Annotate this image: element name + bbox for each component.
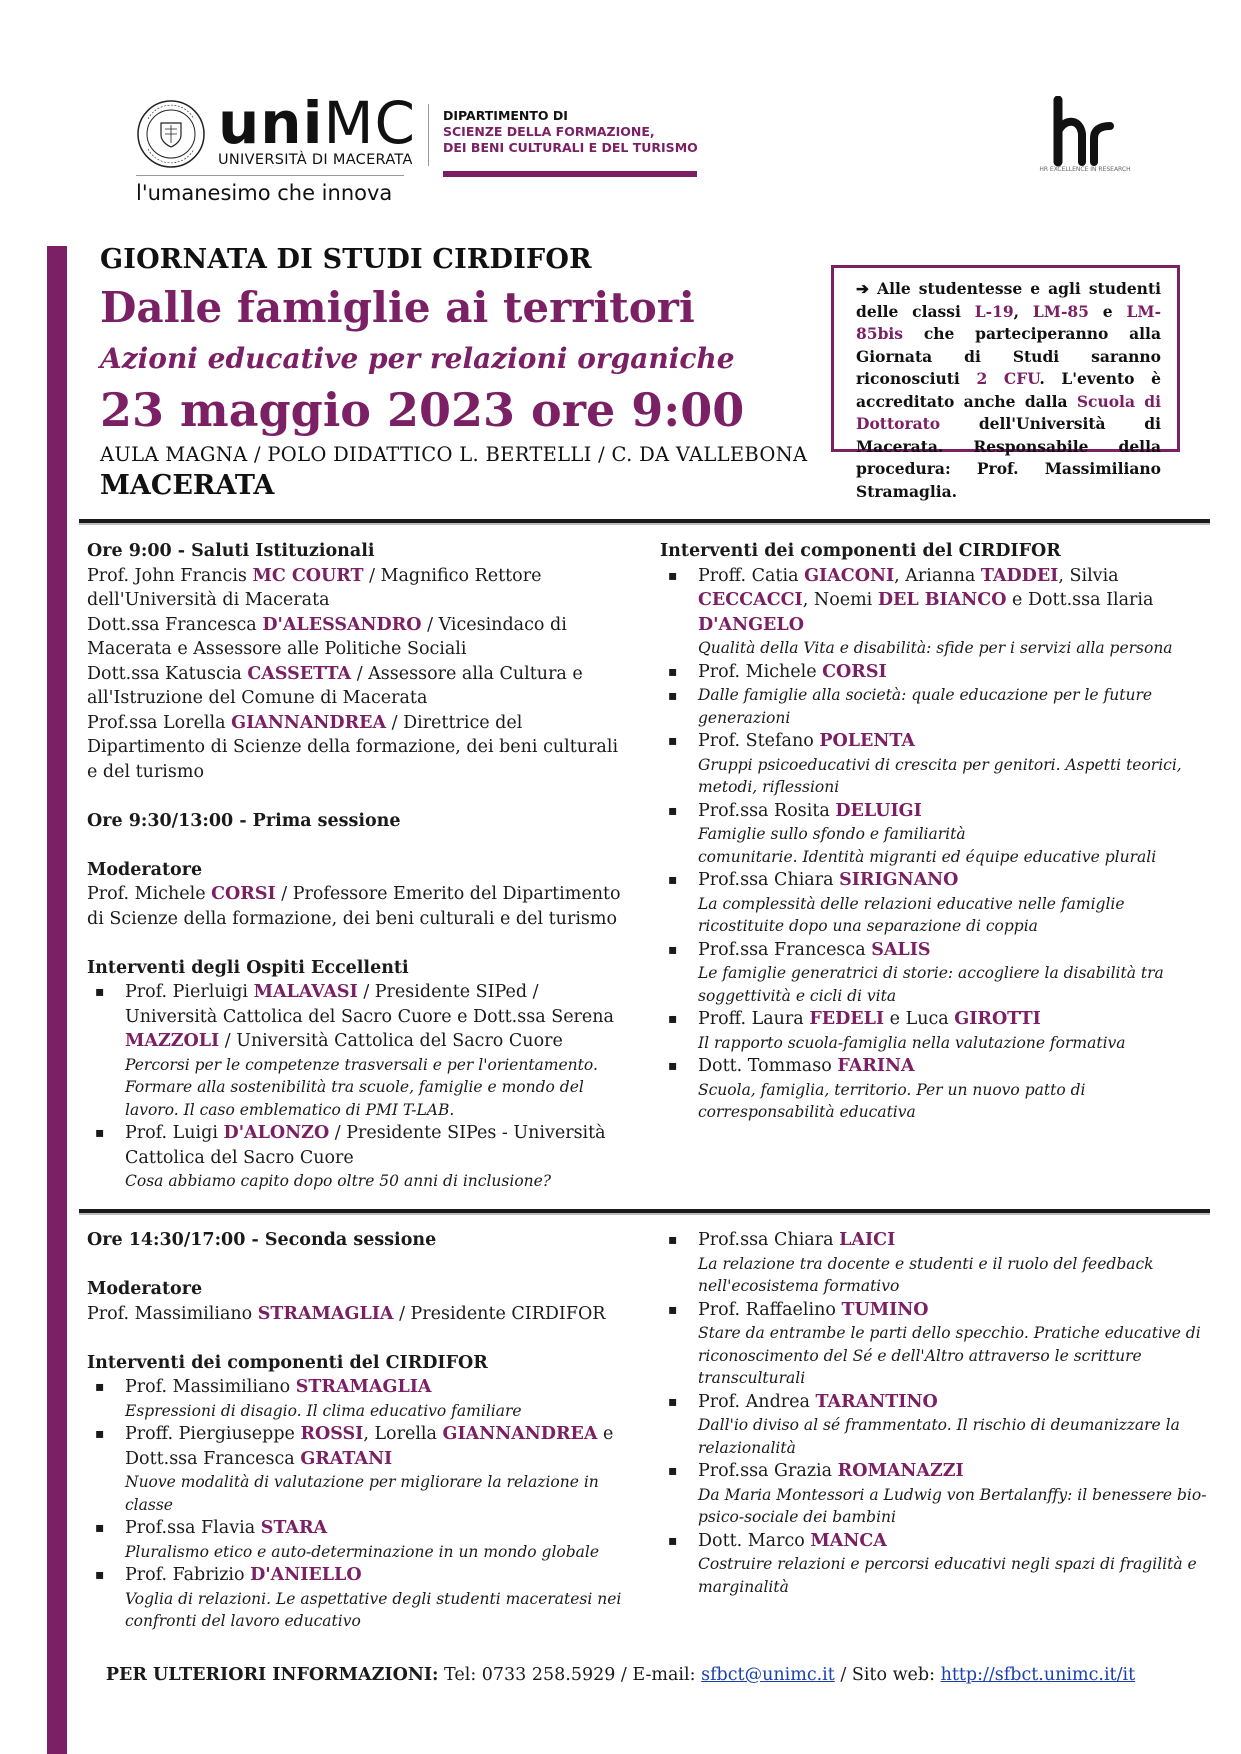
cirdifor-morning-talks [660, 539, 1215, 1124]
contact-footer: PER ULTERIORI INFORMAZIONI: Tel: 0733 258.5929 / E-mail: sfbct@unimc.it / Sito web: http://sfbct.unimc.it/it [105, 1665, 1136, 1685]
talk-title: La relazione tra docente e studenti e il ruolo del feedback nell'ecosistema formativo [698, 1254, 1154, 1295]
talk-title: Le famiglie generatrici di storie: accogliere la disabilità tra soggettività e cicli di vita [698, 964, 1164, 1005]
list-item: ▪ Prof. Pierluigi MALAVASI / Presidente SIPed / Università Cattolica del Sacro Cuore e Dott.ssa Serena MAZZOLI / Università Cattolica del Sacro Cuore Percorsi per le competenze trasversali e per l'orientamento. Formare alla sostenibilità tra scuole, famiglie e mondo del lavoro. Il caso emblematico di PMI T-LAB. [87, 980, 627, 1121]
talk-title: Qualità della Vita e disabilità: sfide per i servizi alla persona [698, 639, 1173, 657]
subsection-heading: Interventi dei componenti del CIRDIFOR [87, 1352, 488, 1373]
tagline-rule [136, 175, 404, 176]
talk-title: Pluralismo etico e auto-determinazione in un mondo globale [125, 1542, 600, 1561]
hr-caption: HR EXCELLENCE IN RESEARCH [1039, 166, 1131, 173]
talk-title: Scuola, famiglia, territorio. Per un nuovo patto di corresponsabilità educativa [698, 1080, 1086, 1121]
footer-label: PER ULTERIORI INFORMAZIONI: [105, 1665, 439, 1685]
speaker-entry: Prof. John Francis MC COURT / Magnifico Rettore dell'Università di Macerata [87, 565, 542, 610]
left-accent-band [47, 246, 67, 1754]
tagline: l'umanesimo che innova [136, 181, 393, 205]
talk-title: Da Maria Montessori a Ludwig von Bertalanffy: il benessere bio-psico-sociale dei bambini [698, 1485, 1207, 1526]
list-item: ▪ Proff. Laura FEDELI e Luca GIROTTI Il rapporto scuola-famiglia nella valutazione formativa [660, 1007, 1215, 1054]
event-venue: AULA MAGNA / POLO DIDATTICO L. BERTELLI / C. DA VALLEBONA [100, 443, 808, 466]
list-item: ▪ Prof. Andrea TARANTINO Dall'io diviso al sé frammentato. Il rischio di deumanizzare la relazionalità [660, 1390, 1215, 1460]
morning-program [87, 539, 627, 1193]
list-item: ▪ Prof. Michele CORSI [660, 660, 1215, 685]
list-item: ▪ Prof. Stefano POLENTA Gruppi psicoeducativi di crescita per genitori. Aspetti teorici, metodi, riflessioni [660, 729, 1215, 799]
list-item [660, 684, 1215, 729]
session-heading: Ore 14:30/17:00 - Seconda sessione [87, 1230, 437, 1250]
event-subtitle: Azioni educative per relazioni organiche [100, 342, 735, 375]
talk-title: Dall'io diviso al sé frammentato. Il rischio di deumanizzare la relazionalità [698, 1416, 1180, 1457]
talk-title: Nuove modalità di valutazione per migliorare la relazione in classe [125, 1473, 599, 1514]
university-seal-icon [136, 99, 206, 169]
talk-title: Gruppi psicoeducativi di crescita per genitori. Aspetti teorici, metodi, riflessioni [698, 755, 1182, 796]
unimc-logo: uniMC UNIVERSITÀ DI MACERATA [218, 89, 417, 168]
session-heading: Ore 9:30/13:00 - Prima sessione [87, 810, 401, 831]
hr-excellence-logo-icon [1038, 96, 1138, 176]
list-item: ▪ Proff. Piergiuseppe ROSSI, Lorella GIANNANDREA e Dott.ssa Francesca GRATANI Nuove modalità di valutazione per migliorare la relazione in classe [87, 1422, 627, 1516]
credits-notice: ➔ Alle studentesse e agli studenti delle classi L-19, LM-85 e LM-85bis che parteciperanno alla Giornata di Studi saranno riconosciuti 2 CFU. L'evento è accreditato anche dalla Scuola di Dottorato dell'Università di Macerata. Responsabile della procedura: Prof. Massimiliano Stramaglia. [831, 265, 1180, 452]
talk-title: Cosa abbiamo capito dopo oltre 50 anni di inclusione? [125, 1172, 552, 1190]
list-item: ▪ Proff. Catia GIACONI, Arianna TADDEI, Silvia CECCACCI, Noemi DEL BIANCO e Dott.ssa Ilaria D'ANGELO Qualità della Vita e disabilità: sfide per i servizi alla persona [660, 564, 1215, 660]
subsection-heading: Interventi degli Ospiti Eccellenti [87, 957, 409, 978]
cirdifor-afternoon-talks [660, 1228, 1215, 1598]
speaker-entry: Dott.ssa Francesca D'ALESSANDRO / Vicesindaco di Macerata e Assessore alle Politiche Sociali [87, 614, 567, 659]
event-date: 23 maggio 2023 ore 9:00 [100, 383, 745, 437]
moderator-label: Moderatore [87, 1279, 203, 1299]
department-bar [443, 171, 697, 177]
event-city: MACERATA [100, 470, 275, 501]
session-heading: Ore 9:00 - Saluti Istituzionali [87, 541, 375, 561]
list-item: ▪ Dott. Marco MANCA Costruire relazioni e percorsi educativi negli spazi di fragilità e marginalità [660, 1529, 1215, 1599]
talk-title: Percorsi per le competenze trasversali e per l'orientamento. Formare alla sostenibilità tra scuole, famiglie e mondo del lavoro. Il caso emblematico di PMI T-LAB. [125, 1055, 598, 1119]
moderator-entry: Prof. Michele CORSI / Professore Emerito del Dipartimento di Scienze della formazione, dei beni culturali e del turismo [87, 884, 621, 929]
talk-title: Il rapporto scuola-famiglia nella valutazione formativa [698, 1033, 1126, 1052]
logo-divider [428, 104, 429, 166]
list-item: ▪ Prof.ssa Chiara SIRIGNANO La complessità delle relazioni educative nelle famiglie ricostituite dopo una separazione di coppia [660, 868, 1215, 938]
list-item: ▪ Prof. Luigi D'ALONZO / Presidente SIPes - Università Cattolica del Sacro Cuore Cosa abbiamo capito dopo oltre 50 anni di inclusione? [87, 1121, 627, 1193]
list-item: ▪ Prof.ssa Flavia STARA Pluralismo etico e auto-determinazione in un mondo globale [87, 1516, 627, 1563]
list-item: ▪ Prof.ssa Grazia ROMANAZZI Da Maria Montessori a Ludwig von Bertalanffy: il benessere bio-psico-sociale dei bambini [660, 1459, 1215, 1529]
talk-title: La complessità delle relazioni educative nelle famiglie ricostituite dopo una separazione di coppia [698, 894, 1125, 935]
section-rule-shadow [79, 523, 1210, 525]
talk-title: comunitarie. Identità migranti ed équipe educative plurali [698, 847, 1157, 866]
event-title: Dalle famiglie ai territori [100, 283, 695, 332]
talk-title: ▪ Dalle famiglie alla società: quale educazione per le future generazioni [698, 686, 1153, 727]
website-link[interactable]: http://sfbct.unimc.it/it [940, 1665, 1136, 1685]
moderator-label: Moderatore [87, 859, 203, 880]
talk-title: Espressioni di disagio. Il clima educativo familiare [125, 1401, 522, 1420]
speaker-entry: Prof.ssa Lorella GIANNANDREA / Direttrice del Dipartimento di Scienze della formazione, dei beni culturali e del turismo [87, 712, 619, 782]
talk-title: Costruire relazioni e percorsi educativi negli spazi di fragilità e marginalità [698, 1555, 1197, 1596]
moderator-entry: Prof. Massimiliano STRAMAGLIA / Presidente CIRDIFOR [87, 1303, 606, 1324]
talk-title: Voglia di relazioni. Le aspettative degli studenti maceratesi nei confronti del lavoro educativo [125, 1589, 622, 1630]
arrow-right-icon: ➔ [856, 279, 869, 298]
section-rule-shadow [79, 1213, 1210, 1215]
talk-title: Famiglie sullo sfondo e familiarità [698, 825, 966, 843]
afternoon-program [87, 1228, 627, 1633]
list-item: ▪ Prof. Massimiliano STRAMAGLIA Espressioni di disagio. Il clima educativo familiare [87, 1375, 627, 1422]
subsection-heading: Interventi dei componenti del CIRDIFOR [660, 541, 1061, 561]
list-item: ▪ Prof.ssa Chiara LAICI La relazione tra docente e studenti e il ruolo del feedback nell'ecosistema formativo [660, 1228, 1215, 1298]
speaker-entry: Dott.ssa Katuscia CASSETTA / Assessore alla Cultura e all'Istruzione del Comune di Macerata [87, 663, 583, 708]
list-item: ▪ Prof.ssa Francesca SALIS Le famiglie generatrici di storie: accogliere la disabilità tra soggettività e cicli di vita [660, 938, 1215, 1008]
event-eyebrow: GIORNATA DI STUDI CIRDIFOR [100, 244, 592, 275]
list-item: ▪ Dott. Tommaso FARINA Scuola, famiglia, territorio. Per un nuovo patto di corresponsabilità educativa [660, 1054, 1215, 1124]
department-name: DIPARTIMENTO DI SCIENZE DELLA FORMAZIONE, DEI BENI CULTURALI E DEL TURISMO [443, 108, 698, 155]
logo-subtitle: UNIVERSITÀ DI MACERATA [218, 152, 413, 168]
list-item: ▪ Prof. Raffaelino TUMINO Stare da entrambe le parti dello specchio. Pratiche educative di riconoscimento del Sé e dell'Altro attraverso le scritture transculturali [660, 1298, 1215, 1390]
talk-title: Stare da entrambe le parti dello specchio. Pratiche educative di riconoscimento del Sé e dell'Altro attraverso le scritture transculturali [698, 1324, 1201, 1387]
list-item: ▪ Prof. Fabrizio D'ANIELLO Voglia di relazioni. Le aspettative degli studenti maceratesi nei confronti del lavoro educativo [87, 1563, 627, 1633]
email-link[interactable]: sfbct@unimc.it [701, 1665, 835, 1685]
list-item: ▪ Prof.ssa Rosita DELUIGI Famiglie sullo sfondo e familiarità comunitarie. Identità migranti ed équipe educative plurali [660, 799, 1215, 869]
